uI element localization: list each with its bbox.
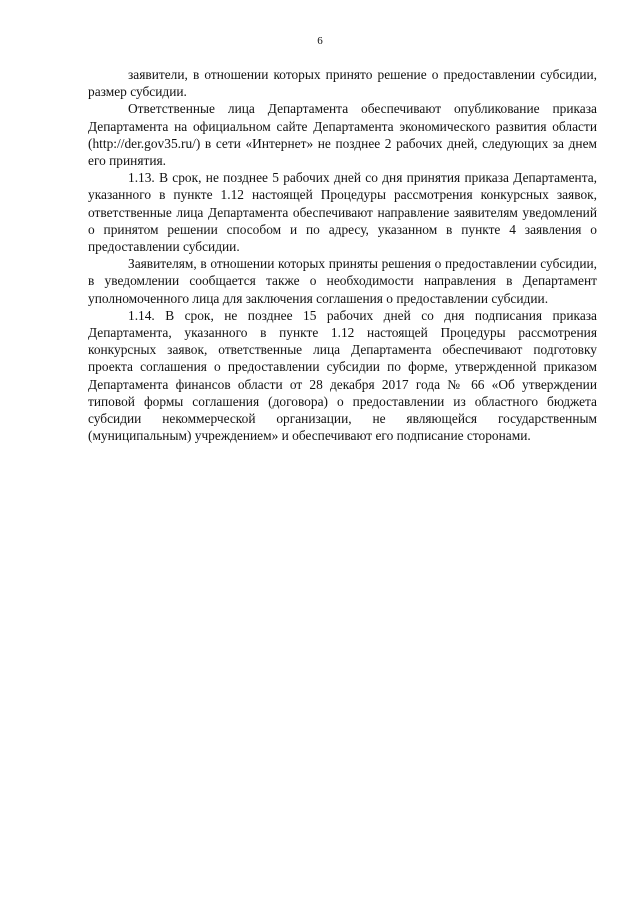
paragraph-applicants-continuation: заявители, в отношении которых принято решение о предоставлении субсидии, размер субсидии. xyxy=(88,67,597,100)
page-number: 6 xyxy=(317,35,323,47)
paragraph-1-14: 1.14. В срок, не позднее 15 рабочих дней со дня подписания приказа Департамента, указанного в пункте 1.12 настоящей Процедуры рассмотрения конкурсных заявок, ответственные лица Департамента обеспечивают подготовку проекта соглашения о предоставлении субсидии по форме, утвержденной приказом Департамента финансов области от 28 декабря 2017 года № 66 «Об утверждении типовой формы соглашения (договора) о предоставлении из областного бюджета субсидии некоммерческой организации, не являющейся государственным (муниципальным) учреждением» и обеспечивают его подписание сторонами. xyxy=(88,307,597,444)
paragraph-1-13: 1.13. В срок, не позднее 5 рабочих дней со дня принятия приказа Департамента, указанного в пункте 1.12 настоящей Процедуры рассмотрения конкурсных заявок, ответственные лица Департамента обеспечивают направление заявителям уведомлений о принятом решении способом и по адресу, указанном в пункте 4 заявления о предоставлении субсидии. xyxy=(88,170,597,255)
document-body xyxy=(88,66,597,444)
paragraph-notification: Заявителям, в отношении которых приняты решения о предоставлении субсидии, в уведомлении сообщается также о необходимости направления в Департамент уполномоченного лица для заключения соглашения о предоставлении субсидии. xyxy=(88,256,597,306)
paragraph-publication: Ответственные лица Департамента обеспечивают опубликование приказа Департамента на официальном сайте Департамента экономического развития области (http://der.gov35.ru/) в сети «Интернет» не позднее 2 рабочих дней, следующих за днем его принятия. xyxy=(88,101,597,169)
